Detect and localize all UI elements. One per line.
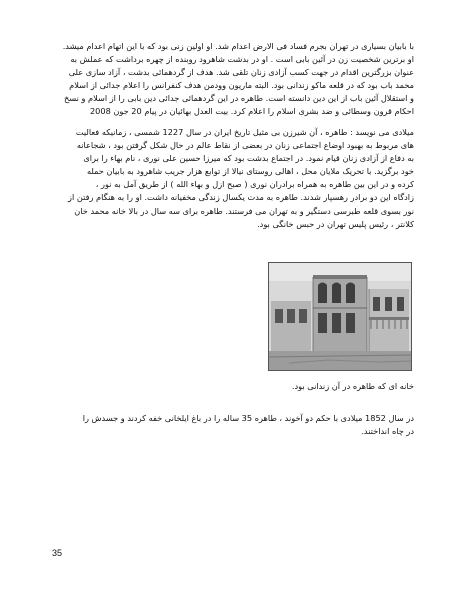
paragraph-2	[52, 126, 414, 248]
historic-house-photo	[268, 262, 412, 371]
text-line: با بابیان بسیاری در تهران بجرم فساد فی الارض اعدام شد. او اولین زنی بود که با این اتهام اعدام میشد.	[62, 41, 414, 51]
text-line: در چاه انداختند.	[361, 426, 414, 437]
text-line: زادگاه این دو برادر رهسپار شدند. طاهره به مدت یکسال زندگی مخفیانه داشت. او را به هنگام رفتن از	[68, 192, 414, 203]
text-line: کلانتر ، رئیس پلیس تهران در حبس خانگی بود.	[257, 218, 414, 229]
text-line: های مربوط به بهبود اوضاع اجتماعی زنان در بعضی از نقاط عالم در حال شکل گرفتن بود ، شجاعانه	[76, 140, 414, 151]
text-line: احکام قرون وسطائی و ضد بشری اسلام را اعلام کرد. بیت العدل بهائیان در پیام 20 جون 2008	[89, 106, 414, 117]
text-line: نور بسوی قلعه طبرسی دستگیر و به تهران می فرستند. طاهره برای سه سال در بالا خانه محمد خان	[74, 205, 414, 216]
text-line: کرده و در این بین طاهره به همراه برادران نوری ( صبح ازل و بهاء الله ) از طریق آمل به نور ،	[95, 179, 414, 190]
paragraph-3	[52, 412, 414, 442]
paragraph-1	[52, 40, 414, 120]
text-line: خود برگزید. با تحریک ملایان محل ، اهالی روستای نیالا از توابع هزار جریب شاهرود به بابیان حمله	[86, 166, 414, 177]
page-number: 35	[52, 548, 63, 558]
photo-drawing	[269, 263, 411, 370]
text-line: به دفاع از آزادی زنان قیام نمود. در اجتماع بدشت بود که میرزا حسین علی نوری ، نام بهاء را برای	[83, 153, 414, 164]
text-line: محمد باب بود که در قلعه ماکو زندانی بود. البته ماریون وودمن هدف کنفرانس را اعلام جدائی از اسلام	[69, 80, 414, 91]
text-line: در سال 1852 میلادی با حکم دو آخوند ، طاهره 35 ساله را در باغ ایلخانی خفه کردند و جسدش را	[82, 413, 414, 423]
text-line: او برترین شخصیت زن در آئین بابی است . او در بدشت شاهرود روبنده از چهره برداشت که عملش به	[70, 54, 414, 65]
photo-caption: خانه ای که طاهره در آن زندانی بود.	[291, 381, 414, 391]
text-line: و استقلال آئین باب از این دین دانسته است. طاهره در این گردهمائی جدائی دین بابی را از اسلام و نسخ	[63, 93, 414, 104]
text-line: میلادی می نویسد : طاهره ، آن شیرزن بی مثیل تاریخ ایران در سال 1227 شمسی ، زمانیکه فعالیت	[75, 127, 414, 137]
text-line: عنوان بزرگترین اقدام در جهت کسب آزادی زنان تلقی شد. هدف از گردهمائی بدشت ، آزاد سازی علی	[68, 67, 414, 78]
